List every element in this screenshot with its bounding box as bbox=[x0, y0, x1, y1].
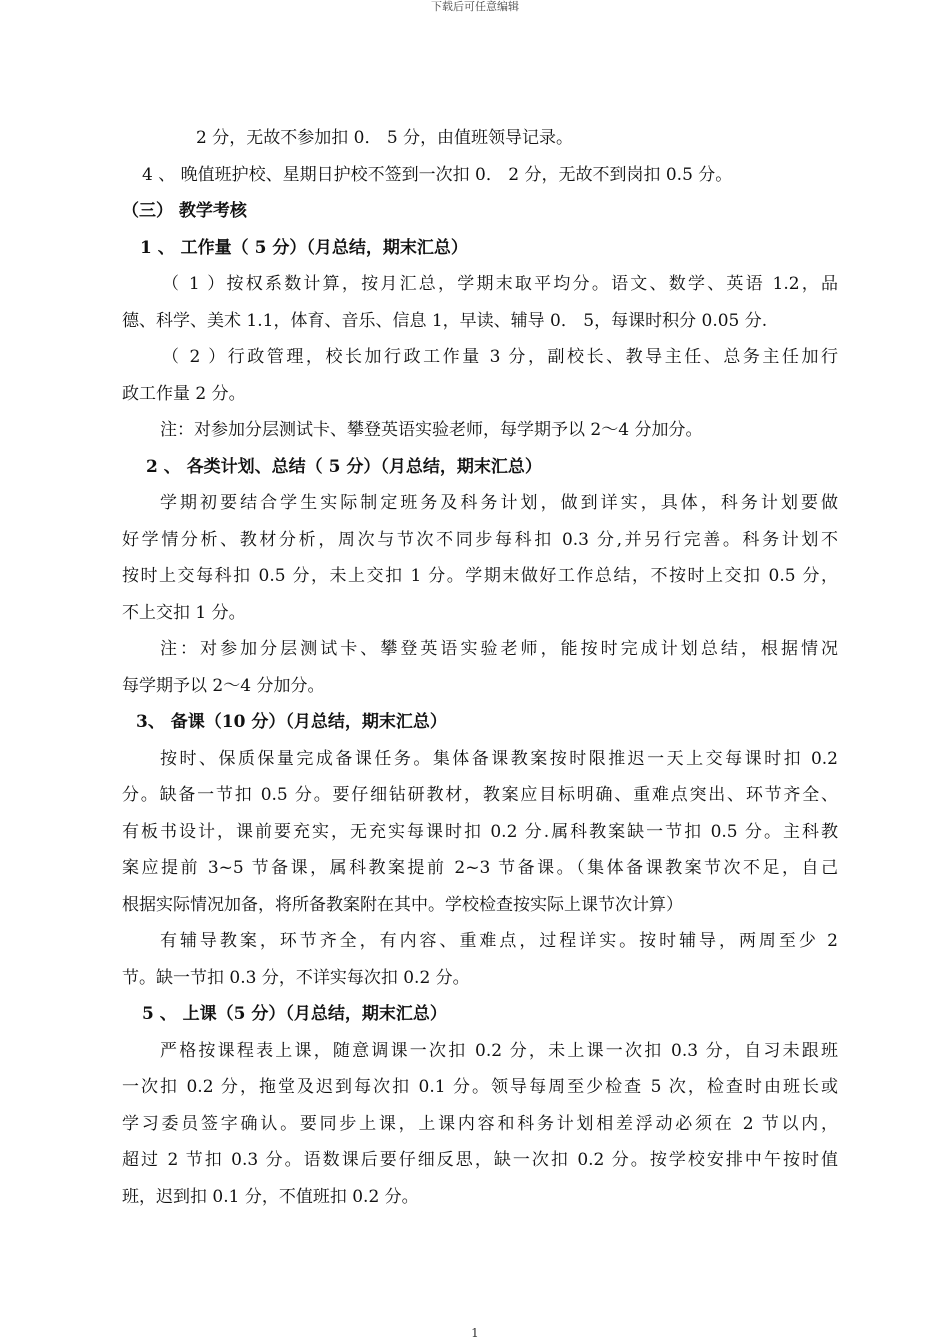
paragraph-line: 德、科学、美术 1.1，体育、音乐、信息 1，早读、辅导 0． 5，每课时积分 0.05 分. bbox=[122, 310, 768, 331]
paragraph-line: 按时、保质保量完成备课任务。集体备课教案按时限推迟一天上交每课时扣 0.2 bbox=[160, 748, 838, 769]
paragraph-line: 超过 2 节扣 0.3 分。语数课后要仔细反思，缺一次扣 0.2 分。按学校安排中午按时值 bbox=[122, 1150, 838, 1170]
note-line: 注：对参加分层测试卡、攀登英语实验老师，每学期予以 2～4 分加分。 bbox=[160, 420, 703, 440]
paragraph-line: 不上交扣 1 分。 bbox=[122, 602, 246, 623]
paragraph-line: 一次扣 0.2 分，拖堂及迟到每次扣 0.1 分。领导每周至少检查 5 次，检查时由班长或 bbox=[122, 1077, 838, 1097]
subsection-heading: 2 、 各类计划、总结（ 5 分）（月总结，期末汇总） bbox=[146, 456, 542, 477]
paragraph-line: 分。缺备一节扣 0.5 分。要仔细钻研教材，教案应目标明确、重难点突出、环节齐全、 bbox=[122, 785, 838, 805]
paragraph-line: 按时上交每科扣 0.5 分，未上交扣 1 分。学期末做好工作总结，不按时上交扣 0.5 分， bbox=[122, 566, 838, 586]
subsection-heading: 1 、 工作量（ 5 分）（月总结，期末汇总） bbox=[140, 237, 468, 258]
paragraph-line: 案应提前 3~5 节备课，属科教案提前 2~3 节备课。（集体备课教案节次不足，自己 bbox=[122, 858, 838, 878]
page-number: 1 bbox=[471, 1326, 479, 1340]
paragraph-line: 学习委员签字确认。要同步上课，上课内容和科务计划相差浮动必须在 2 节以内， bbox=[122, 1113, 838, 1134]
subsection-heading: 5 、 上课（5 分）（月总结，期末汇总） bbox=[142, 1004, 447, 1024]
section-heading: （三） 教学考核 bbox=[122, 201, 247, 221]
list-item: 4 、 晚值班护校、星期日护校不签到一次扣 0． 2 分，无故不到岗扣 0.5 分。 bbox=[142, 164, 733, 185]
note-line: 每学期予以 2～4 分加分。 bbox=[122, 675, 325, 696]
paragraph-line: 严格按课程表上课，随意调课一次扣 0.2 分，未上课一次扣 0.3 分，自习未跟班 bbox=[160, 1040, 838, 1061]
paragraph-line: 班，迟到扣 0.1 分，不值班扣 0.2 分。 bbox=[122, 1186, 419, 1207]
document-body bbox=[122, 120, 838, 1215]
note-line: 注：对参加分层测试卡、攀登英语实验老师，能按时完成计划总结，根据情况 bbox=[160, 639, 838, 659]
paragraph-line: 学期初要结合学生实际制定班务及科务计划，做到详实，具体，科务计划要做 bbox=[160, 493, 838, 513]
subsection-heading: 3、 备课（10 分）（月总结，期末汇总） bbox=[136, 712, 447, 732]
paragraph-line: 有辅导教案，环节齐全，有内容、重难点，过程详实。按时辅导，两周至少 2 bbox=[160, 931, 838, 951]
paragraph-line: 有板书设计，课前要充实，无充实每课时扣 0.2 分.属科教案缺一节扣 0.5 分。主科教 bbox=[122, 821, 838, 842]
page-header: 下载后可任意编辑 bbox=[431, 0, 519, 13]
paragraph-line: 根据实际情况加备，将所备教案附在其中。学校检查按实际上课节次计算） bbox=[122, 894, 683, 915]
paragraph-line: 好学情分析、教材分析，周次与节次不同步每科扣 0.3 分,并另行完善。科务计划不 bbox=[122, 529, 838, 550]
paragraph-line: 节。缺一节扣 0.3 分，不详实每次扣 0.2 分。 bbox=[122, 967, 470, 988]
paragraph-line: 政工作量 2 分。 bbox=[122, 383, 246, 404]
paragraph-line: （ 2 ）行政管理，校长加行政工作量 3 分，副校长、教导主任、总务主任加行 bbox=[162, 347, 838, 367]
paragraph-line: 2 分，无故不参加扣 0． 5 分，由值班领导记录。 bbox=[196, 128, 574, 148]
paragraph-line: （ 1 ）按权系数计算，按月汇总，学期末取平均分。语文、数学、英语 1.2，品 bbox=[162, 274, 838, 294]
